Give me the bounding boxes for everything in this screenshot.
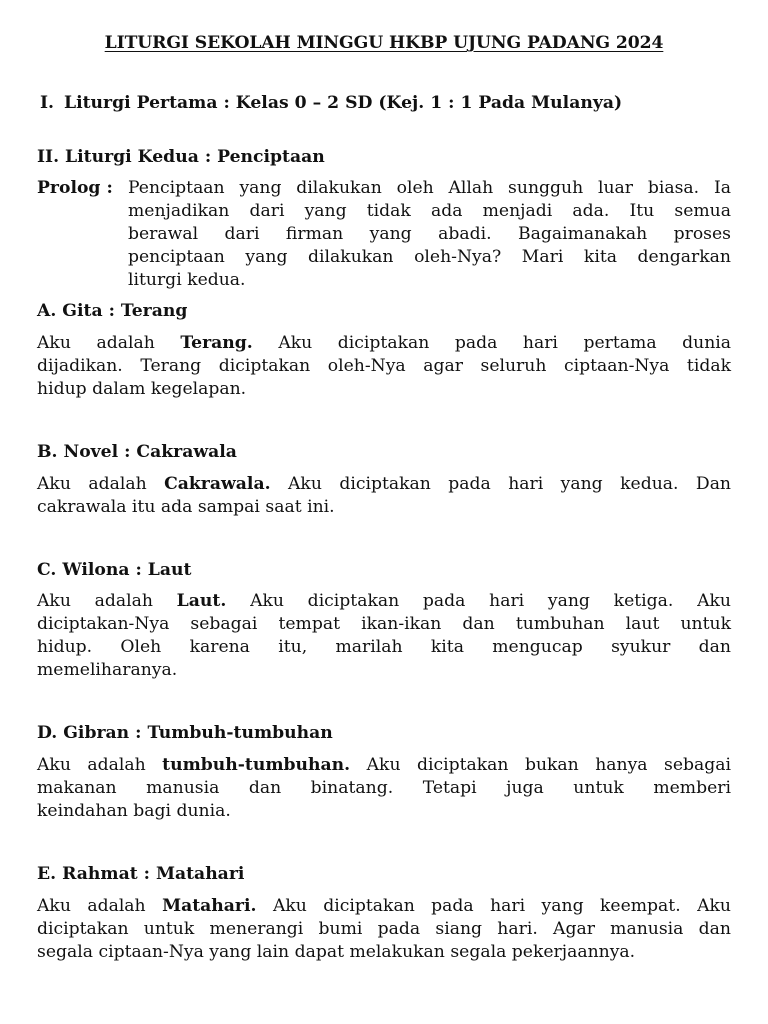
paragraph-first-line: [37, 590, 731, 613]
part-b-paragraph: [37, 473, 731, 519]
first-line-rest: Aku diciptakan pada hari yang kedua. Dan: [288, 474, 732, 494]
first-line-rest: Aku diciptakan pada hari pertama dunia: [278, 333, 732, 353]
role-name: tumbuh-tumbuhan.: [162, 755, 351, 775]
intro-text: Aku adalah: [37, 896, 146, 916]
paragraph-first-line: [37, 895, 731, 918]
part-e-paragraph: [37, 895, 731, 964]
paragraph-first-line: [37, 332, 731, 355]
section-1-number: I.: [40, 93, 55, 113]
paragraph-line: diciptakan-Nya sebagai tempat ikan-ikan dan tumbuhan laut untuk: [37, 614, 731, 634]
intro-text: Aku adalah: [37, 474, 147, 494]
prolog-line: berawal dari firman yang abadi. Bagaimanakah proses: [128, 224, 731, 244]
part-b-heading: B. Novel : Cakrawala: [37, 442, 237, 462]
paragraph-line: hidup. Oleh karena itu, marilah kita mengucap syukur dan: [37, 637, 731, 657]
prolog-text: [128, 177, 731, 292]
part-e-heading: E. Rahmat : Matahari: [37, 864, 245, 884]
intro-text: Aku adalah: [37, 591, 153, 611]
role-name: Terang.: [180, 333, 253, 353]
part-d-paragraph: [37, 754, 731, 823]
paragraph-first-line: [37, 473, 731, 496]
part-a-heading: A. Gita : Terang: [37, 301, 188, 321]
paragraph-line: dijadikan. Terang diciptakan oleh-Nya agar seluruh ciptaan-Nya tidak: [37, 356, 731, 376]
first-line-rest: Aku diciptakan pada hari yang ketiga. Aku: [250, 591, 731, 611]
intro-text: Aku adalah: [37, 333, 155, 353]
paragraph-line: memeliharanya.: [37, 660, 178, 680]
first-line-rest: Aku diciptakan pada hari yang keempat. Aku: [272, 896, 731, 916]
prolog-line: menjadikan dari yang tidak ada menjadi ada. Itu semua: [128, 201, 731, 221]
part-c-heading: C. Wilona : Laut: [37, 560, 192, 580]
paragraph-line: makanan manusia dan binatang. Tetapi juga untuk memberi: [37, 778, 731, 798]
role-name: Cakrawala.: [164, 474, 271, 494]
section-2-heading: II. Liturgi Kedua : Penciptaan: [37, 147, 325, 167]
paragraph-line: keindahan bagi dunia.: [37, 801, 231, 821]
intro-text: Aku adalah: [37, 755, 146, 775]
section-1-text: Liturgi Pertama : Kelas 0 – 2 SD (Kej. 1 : 1 Pada Mulanya): [64, 93, 623, 113]
document-title: LITURGI SEKOLAH MINGGU HKBP UJUNG PADANG 2024: [104, 33, 664, 53]
part-a-paragraph: [37, 332, 731, 401]
first-line-rest: Aku diciptakan bukan hanya sebagai: [366, 755, 732, 775]
section-1-heading: [40, 92, 622, 115]
prolog-line: Penciptaan yang dilakukan oleh Allah sungguh luar biasa. Ia: [128, 178, 731, 198]
part-c-paragraph: [37, 590, 731, 682]
part-d-heading: D. Gibran : Tumbuh-tumbuhan: [37, 723, 333, 743]
paragraph-line: hidup dalam kegelapan.: [37, 379, 247, 399]
role-name: Laut.: [176, 591, 227, 611]
prolog-line: liturgi kedua.: [128, 270, 246, 290]
prolog-line: penciptaan yang dilakukan oleh-Nya? Mari kita dengarkan: [128, 247, 731, 267]
paragraph-line: cakrawala itu ada sampai saat ini.: [37, 497, 335, 517]
role-name: Matahari.: [162, 896, 257, 916]
paragraph-first-line: [37, 754, 731, 777]
paragraph-line: segala ciptaan-Nya yang lain dapat melakukan segala pekerjaannya.: [37, 942, 636, 962]
paragraph-line: diciptakan untuk menerangi bumi pada siang hari. Agar manusia dan: [37, 919, 731, 939]
prolog-label: Prolog :: [37, 178, 113, 198]
